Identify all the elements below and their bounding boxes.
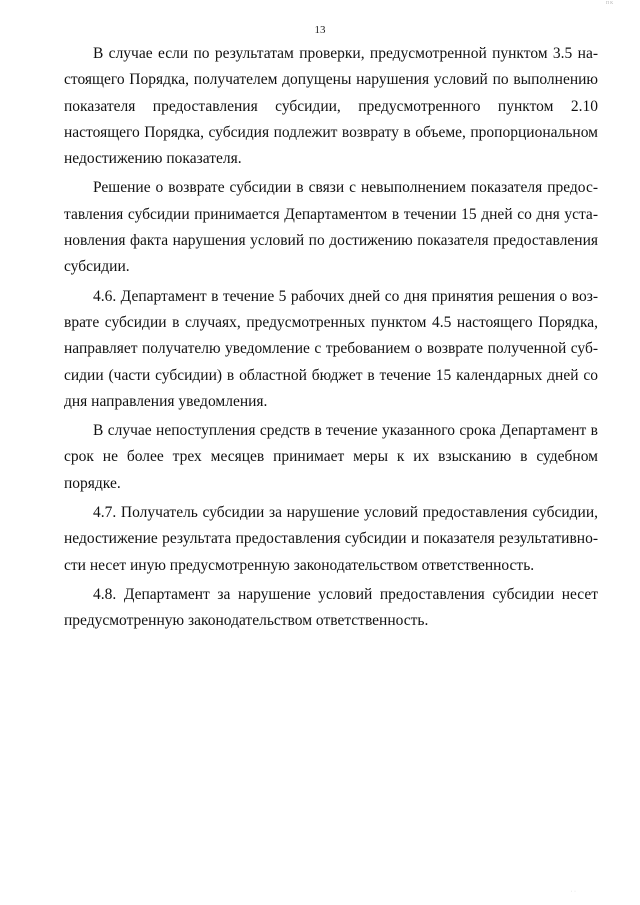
page-number: 13: [314, 24, 326, 36]
paragraph-refund-decision: Решение о возврате субсидии в связи с невыполнением показателя предоставления субсидии принимается Департаментом в течении 15 дней со дня установления факта нарушения условий по достижению показателя предоставления субсидии.: [64, 179, 598, 276]
paragraph-4-6-notification: 4.6. Департамент в течение 5 рабочих дней со дня принятия решения о возврате субсидии в случаях, предусмотренных пунктом 4.5 настоящего Порядка, направляет получателю уведомление с требованием о возврате полученной субсидии (части субсидии) в областной бюджет в течение 15 календарных дней со дня направления уведомления.: [64, 287, 598, 410]
corner-mark: пк: [605, 0, 614, 6]
document-body: [64, 41, 598, 638]
paragraph-4-8-department-liability: 4.8. Департамент за нарушение условий предоставления субсидии несет предусмотренную законодательством ответственность.: [64, 585, 598, 630]
paragraph-court-recovery: В случае непоступления средств в течение указанного срока Департамент в срок не более трех месяцев принимает меры к их взысканию в судебном порядке.: [64, 422, 598, 492]
paragraph-4-7-recipient-liability: 4.7. Получатель субсидии за нарушение условий предоставления субсидии, недостижение результата предоставления субсидии и показателя результативности несет иную предусмотренную законодательством ответственность.: [64, 504, 598, 574]
paragraph-4-5-refund-conditions: В случае если по результатам проверки, предусмотренной пунктом 3.5 настоящего Порядка, получателем допущены нарушения условий по выполнению показателя предоставления субсидии, предусмотренного пунктом 2.10 настоящего Порядка, субсидия подлежит возврату в объеме, пропорциональном недостижению показателя.: [64, 45, 598, 168]
scan-artifact: · ·: [570, 889, 576, 895]
